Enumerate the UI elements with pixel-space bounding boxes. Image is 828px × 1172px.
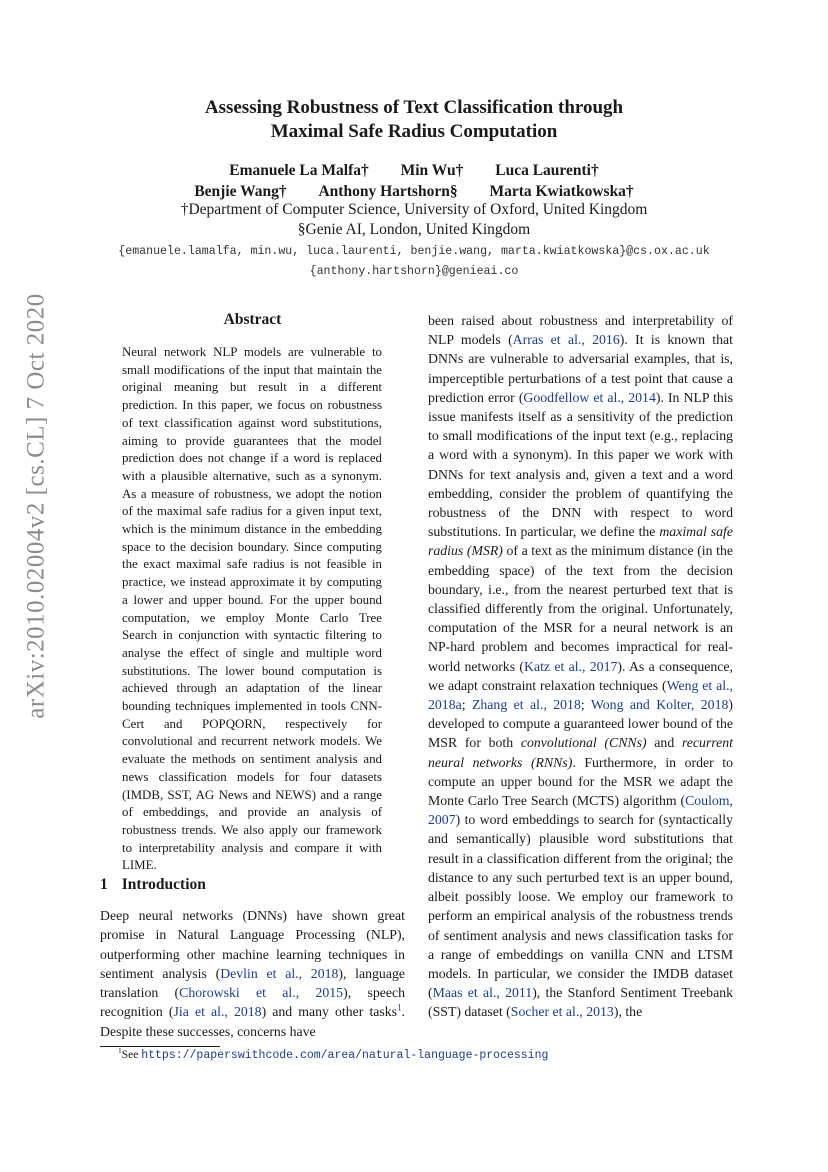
author-row-2 — [0, 181, 828, 202]
abstract-heading: Abstract — [223, 311, 282, 328]
body-text-run: ). In NLP this issue manifests itself as a sensitivity of the prediction to small modifications of the input text (e.g., replacing a word with a synonym). In this paper we work with DNNs for text analysis and, given a text and a word embedding, consider the problem of quantifying the robustness of the DNN with respect to word substitutions. In particular, we define the — [428, 389, 733, 540]
body-text-run: . Despite these successes, concerns have — [100, 1004, 405, 1039]
author-name: Marta Kwiatkowska† — [489, 183, 634, 200]
footnote-reference[interactable]: 1 — [397, 1002, 402, 1013]
affiliation-genie: §Genie AI, London, United Kingdom — [297, 221, 531, 238]
title-line-1: Assessing Robustness of Text Classification through — [204, 97, 624, 118]
body-text-run: ), the Stanford Sentiment Treebank (SST) dataset ( — [428, 985, 733, 1020]
body-text-run: ) developed to compute a guaranteed lower bound of the MSR for both — [428, 697, 733, 751]
footnote-mark: 1 — [118, 1046, 122, 1056]
body-text-run: . Furthermore, in order to compute an upper bound for the MSR we adapt the Monte Carlo Tree Search (MCTS) algorithm ( — [428, 754, 733, 809]
author-name: Luca Laurenti† — [495, 162, 599, 179]
citation-link[interactable]: Zhang et al., 2018 — [471, 697, 581, 713]
body-text-run: ), speech recognition ( — [100, 985, 405, 1020]
section-title: Introduction — [121, 876, 206, 893]
body-text-run: and — [646, 735, 682, 751]
arxiv-identifier-stamp — [16, 293, 58, 719]
section-number: 1 — [100, 876, 108, 893]
footnote-url-link[interactable]: https://paperswithcode.com/area/natural-language-processing — [141, 1049, 549, 1062]
body-text-run: ), language translation ( — [100, 965, 405, 1001]
affiliations — [0, 200, 828, 240]
body-text-run: ). As a consequence, we adapt constraint relaxation techniques ( — [428, 658, 733, 693]
author-name: Min Wu† — [400, 162, 464, 179]
body-text-run: been raised about robustness and interpretability of NLP models ( — [428, 313, 733, 348]
body-text-run: ; — [461, 697, 472, 713]
email-line-1: {emanuele.lamalfa, min.wu, luca.laurenti, benjie.wang, marta.kwiatkowska}@cs.ox.ac.uk — [118, 245, 710, 258]
footnote — [118, 1047, 548, 1064]
abstract-text: Neural network NLP models are vulnerable to small modifications of the input that maintain the original meaning but result in a different prediction. In this paper, we focus on robustness of text classification against word substitutions, aiming to provide guarantees that the model prediction does not change if a word is replaced with a plausible alternative, such as a synonym. As a measure of robustness, we adopt the notion of the maximal safe radius for a given input text, which is the minimum distance in the embedding space to the decision boundary. Since computing the exact maximal safe radius is not feasible in practice, we instead approximate it by computing a lower and upper bound. For the upper bound computation, we employ Monte Carlo Tree Search in conjunction with syntactic filtering to analyse the effect of single and multiple word substitutions. The lower bound computation is achieved through an adaptation of the linear bounding techniques implemented in tools CNN-Cert and POPQORN, respectively for convolutional and recurrent network models. We evaluate the methods on sentiment analysis and news classification models for four datasets (IMDB, SST, AG News and NEWS) and a range of embeddings, and provide an analysis of robustness trends. We also apply our framework to interpretability analysis and compare it with LIME. — [122, 345, 382, 873]
body-text-run: ) and many other tasks — [261, 1004, 398, 1020]
citation-link[interactable]: Weng et al., 2018a — [428, 677, 733, 713]
author-name: Benjie Wang† — [194, 183, 287, 200]
body-text-run: Deep neural networks (DNNs) have shown great promise in Natural Language Processing (NLP), outperforming other machine learning techniques in sentiment analysis ( — [100, 908, 405, 981]
citation-link[interactable]: Arras et al., 2016 — [512, 332, 620, 348]
arxiv-identifier-text: arXiv:2010.02004v2 [cs.CL] 7 Oct 2020 — [23, 293, 51, 719]
emphasized-term: maximal safe radius (MSR) — [428, 524, 733, 559]
paper-title — [0, 96, 828, 144]
body-text-run: ). It is known that DNNs are vulnerable to adversarial examples, that is, imperceptible perturbations of a test point that cause a prediction error ( — [428, 332, 733, 405]
introduction-text-left-column — [100, 906, 405, 1041]
author-emails — [0, 242, 828, 282]
citation-link[interactable]: Socher et al., 2013 — [510, 1004, 614, 1020]
author-name: Anthony Hartshorn§ — [318, 183, 458, 200]
citation-link[interactable]: Jia et al., 2018 — [173, 1004, 262, 1020]
body-text-run: of a text as the minimum distance (in the embedding space) of the text from the decision boundary, i.e., from the nearest perturbed text that is classified differently from the original. Unfortunately, computation of the MSR for a neural network is an NP-hard problem and becomes impractical for real-world networks ( — [428, 543, 733, 674]
email-line-2: {anthony.hartshorn}@genieai.co — [309, 265, 519, 278]
author-list — [0, 160, 828, 202]
title-line-2: Maximal Safe Radius Computation — [270, 121, 558, 142]
footnote-prefix: See — [121, 1049, 142, 1061]
body-text-run: ; — [580, 697, 591, 713]
emphasized-term: recurrent neural networks (RNNs) — [428, 735, 734, 770]
citation-link[interactable]: Coulom, 2007 — [428, 793, 733, 828]
affiliation-oxford: †Department of Computer Science, University of Oxford, United Kingdom — [180, 201, 648, 218]
citation-link[interactable]: Wong and Kolter, 2018 — [590, 697, 729, 713]
section-heading-introduction — [100, 876, 206, 894]
body-text-run: ), the — [613, 1004, 643, 1020]
introduction-text-right-column — [428, 311, 733, 1022]
citation-link[interactable]: Goodfellow et al., 2014 — [523, 389, 656, 405]
citation-link[interactable]: Maas et al., 2011 — [432, 985, 533, 1001]
author-name: Emanuele La Malfa† — [229, 162, 369, 179]
author-row-1 — [0, 160, 828, 181]
citation-link[interactable]: Chorowski et al., 2015 — [179, 985, 344, 1001]
citation-link[interactable]: Katz et al., 2017 — [523, 658, 618, 674]
emphasized-term: convolutional (CNNs) — [520, 735, 647, 751]
citation-link[interactable]: Devlin et al., 2018 — [220, 965, 339, 981]
body-text-run: ) to word embeddings to search for (syntactically and semantically) plausible word substitutions that result in a classification different from the original; the distance to any such perturbed text is an upper bound, albeit possibly loose. We employ our framework to perform an empirical analysis of the robustness trends of sentiment analysis and news classification tasks for a range of embeddings on vanilla CNN and LTSM models. In particular, we consider the IMDB dataset ( — [428, 812, 733, 1001]
